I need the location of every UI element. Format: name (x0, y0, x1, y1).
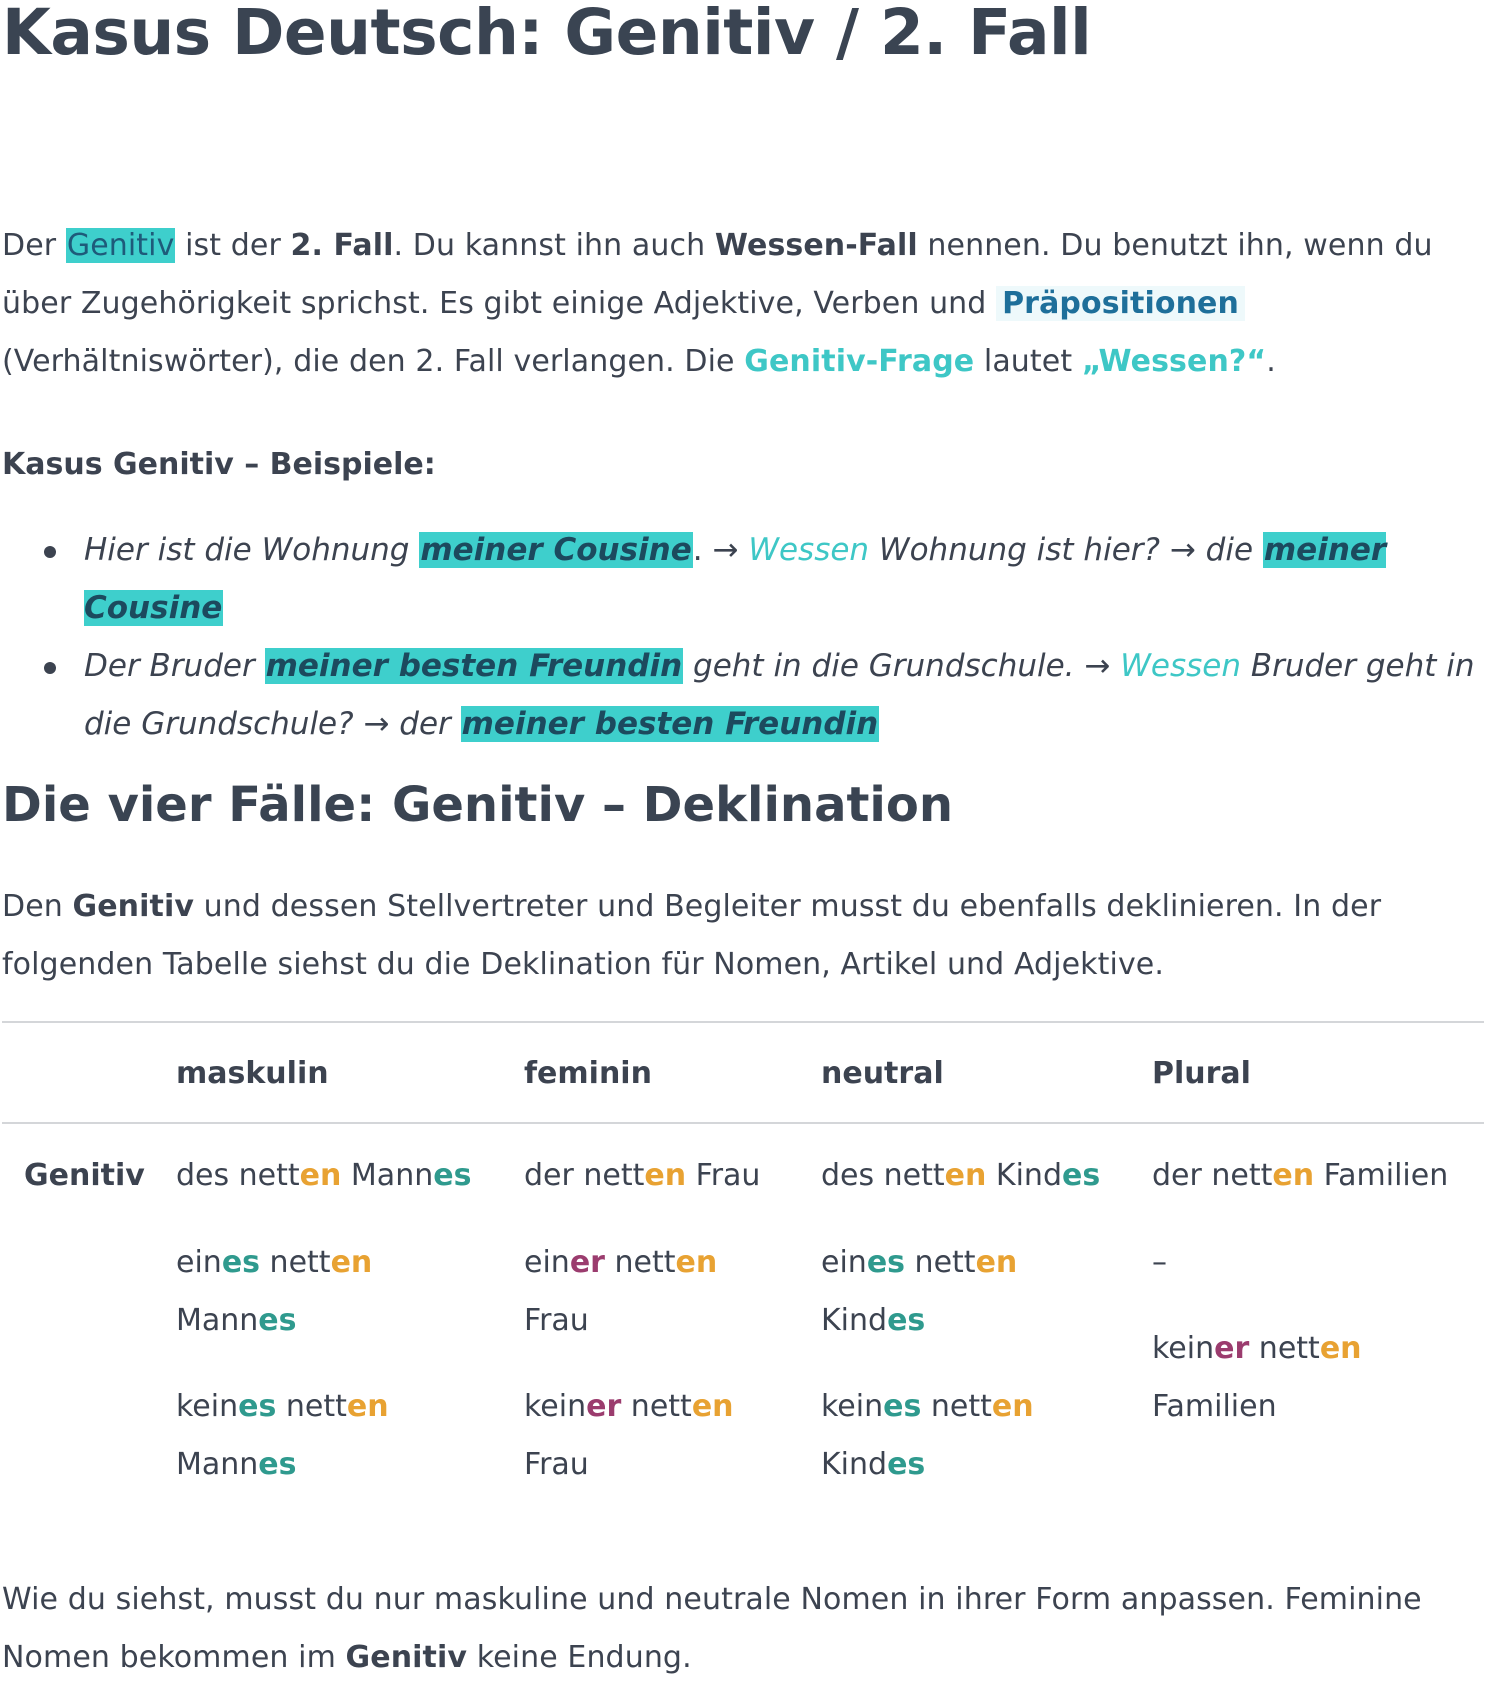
wessen-quote: „Wessen?“ (1081, 344, 1267, 379)
intro-text: (Verhältniswörter), die den 2. Fall verlangen. Die (2, 344, 735, 379)
table-cell-mask-indef: eines netten Mannes (176, 1245, 373, 1338)
example-highlight: meiner Cousine (420, 532, 692, 568)
table-cell-pl-indef: – (1152, 1245, 1167, 1280)
genitiv-link[interactable]: Genitiv (66, 228, 175, 263)
example-highlight: meiner Cousine (84, 532, 1387, 626)
intro-paragraph (2, 217, 1482, 391)
example-text: Hier ist die Wohnung (84, 532, 410, 568)
bullet-icon (44, 662, 56, 674)
table-cell-fem-indef: einer netten Frau (524, 1245, 718, 1338)
table-cell-fem-def: der netten Frau (524, 1158, 761, 1193)
table-header-maskulin: maskulin (176, 1056, 329, 1091)
intro-text: . (1266, 344, 1276, 379)
table-header-plural: Plural (1152, 1056, 1251, 1091)
outro-paragraph (2, 1571, 1482, 1687)
intro-bold-fall: 2. Fall (290, 228, 394, 263)
table-header-feminin: feminin (524, 1056, 652, 1091)
example-text: Bruder geht in die Grundschule? → der (84, 648, 1475, 742)
table-top-rule (2, 1021, 1484, 1023)
table-cell-fem-neg: keiner netten Frau (524, 1389, 734, 1482)
example-text: . → (692, 532, 739, 568)
table-cell-neu-neg: keines netten Kindes (821, 1389, 1034, 1482)
genitiv-frage-link[interactable]: Genitiv-Frage (744, 344, 975, 379)
section-paragraph (2, 878, 1482, 994)
intro-text: nennen. Du benutzt ihn, wenn du über Zugehörigkeit sprichst. Es gibt einige Adjektive, Verben und (2, 228, 1433, 321)
example-text: Der Bruder (84, 648, 255, 684)
table-header-rule (2, 1122, 1484, 1124)
page-title: Kasus Deutsch: Genitiv / 2. Fall (2, 0, 1092, 69)
section-title: Die vier Fälle: Genitiv – Deklination (2, 777, 953, 833)
outro-bold-genitiv: Genitiv (345, 1640, 468, 1675)
table-cell-mask-neg: keines netten Mannes (176, 1389, 389, 1482)
examples-list (2, 521, 1482, 753)
example-wessen: Wessen (748, 532, 870, 568)
table-cell-mask-def: des netten Mannes (176, 1158, 472, 1193)
table-cell-neu-indef: eines netten Kindes (821, 1245, 1018, 1338)
example-text: geht in die Grundschule. → (693, 648, 1111, 684)
outro-text: Wie du siehst, musst du nur maskuline und neutrale Nomen in ihrer Form anpassen. Feminine Nomen bekommen im (2, 1582, 1422, 1675)
list-item (2, 521, 1482, 637)
section-bold-genitiv: Genitiv (72, 889, 195, 924)
example-highlight: meiner besten Freundin (461, 706, 879, 742)
outro-text: keine Endung. (476, 1640, 692, 1675)
section-text: und dessen Stellvertreter und Begleiter musst du ebenfalls deklinieren. In der folgenden Tabelle siehst du die Deklination für Nomen, Artikel und Adjektive. (2, 889, 1382, 982)
examples-label: Kasus Genitiv – Beispiele: (2, 447, 436, 482)
list-item (2, 637, 1482, 753)
intro-text: lautet (983, 344, 1073, 379)
praepositionen-link[interactable]: Präpositionen (996, 286, 1245, 321)
bullet-icon (44, 546, 56, 558)
intro-text: . Du kannst ihn auch (393, 228, 706, 263)
table-header-neutral: neutral (821, 1056, 944, 1091)
table-row-label: Genitiv (24, 1158, 145, 1193)
example-text: Wohnung ist hier? → die (878, 532, 1254, 568)
table-cell-neu-def: des netten Kindes (821, 1158, 1101, 1193)
table-cell-pl-def: der netten Familien (1152, 1158, 1449, 1193)
table-cell-pl-neg: keiner netten Familien (1152, 1331, 1362, 1424)
example-highlight: meiner besten Freundin (265, 648, 683, 684)
example-wessen: Wessen (1120, 648, 1241, 684)
intro-text: ist der (185, 228, 281, 263)
intro-text: Der (2, 228, 57, 263)
intro-bold-wessen-fall: Wessen-Fall (714, 228, 918, 263)
section-text: Den (2, 889, 63, 924)
